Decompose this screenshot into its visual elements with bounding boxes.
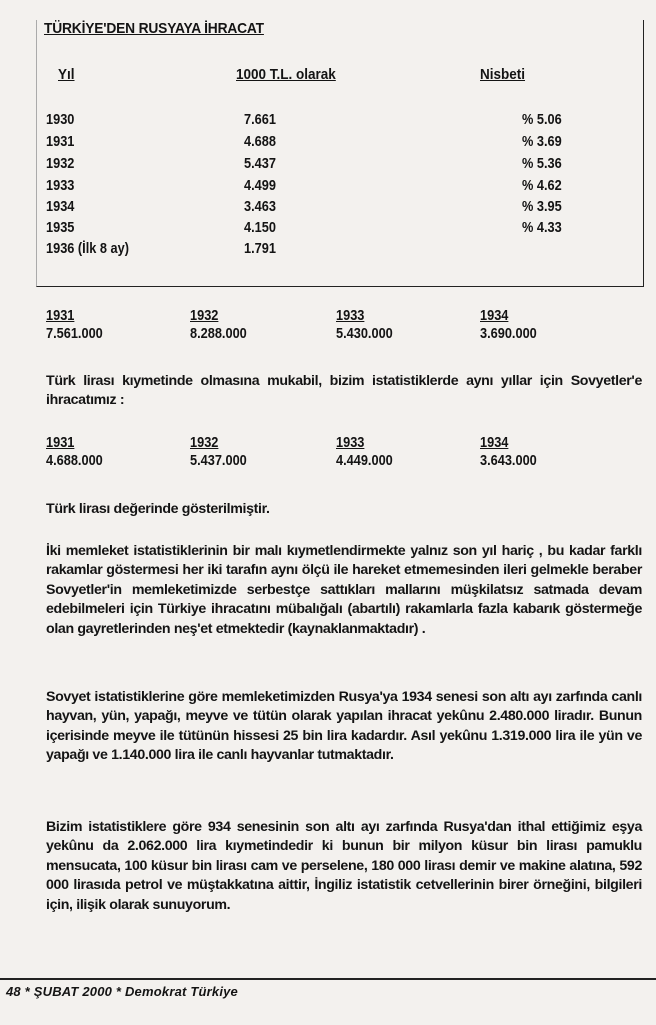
row-year: 1930 bbox=[46, 112, 75, 128]
paragraph-5: Bizim istatistiklere göre 934 senesinin son altı ayı zarfında Rusya'dan ithal ettiğimiz eşya yekûnu da 2.062.000 lira kıymetindedir ki bunun bir milyon küsur bin lirası pamuklu mensucata, 100 küsur bin lirası cam ve perselene, 180 000 lirası demir ve makine alatına, 592 000 lirasıda petrol ve müştakkatına aittir, İngiliz istatistik cetvellerinin birer örneğini, bilgileri için, ilişik olarak sunuyorum. bbox=[46, 819, 642, 913]
year-value: 5.430.000 bbox=[336, 326, 393, 342]
row-year: 1932 bbox=[46, 156, 75, 172]
year-label: 1933 bbox=[336, 435, 365, 451]
row-ratio: % 5.36 bbox=[522, 156, 562, 172]
row-year: 1934 bbox=[46, 199, 75, 215]
row-ratio: % 5.06 bbox=[522, 112, 562, 128]
table-row bbox=[0, 199, 656, 221]
year-cell bbox=[190, 308, 350, 342]
row-year: 1933 bbox=[46, 178, 75, 194]
row-value: 7.661 bbox=[244, 112, 276, 128]
year-value: 3.690.000 bbox=[480, 326, 537, 342]
paragraph-3: İki memleket istatistiklerinin bir malı kıymetlendirmekte yalnız son yıl hariç , bu kadar farklı rakamlar göstermesi her iki tarafın aynı ölçü ile hareket etmemesinden ileri gelmekle beraber Sovyetler'in memleketimizde serbestçe sattıkları mallarını müşkilatsız satmada devam edebilmeleri için Türkiye ihracatını mübalığalı (abartılı) rakamlarla fazla kabarık göstermeğe olan gayretlerinden neş'et etmektedir (kaynaklanmaktadır) . bbox=[46, 543, 642, 637]
page-footer: 48 * ŞUBAT 2000 * Demokrat Türkiye bbox=[6, 984, 238, 999]
row-ratio: % 4.62 bbox=[522, 178, 562, 194]
turkish-figures-block bbox=[0, 435, 656, 479]
year-cell bbox=[46, 308, 206, 342]
header-value: 1000 T.L. olarak bbox=[236, 66, 336, 83]
year-cell bbox=[46, 435, 206, 469]
footer-rule bbox=[0, 978, 656, 980]
year-label: 1931 bbox=[46, 308, 75, 324]
row-value: 4.499 bbox=[244, 178, 276, 194]
row-ratio: % 3.69 bbox=[522, 134, 562, 150]
year-value: 4.449.000 bbox=[336, 453, 393, 469]
header-year: Yıl bbox=[58, 66, 75, 83]
paragraph-2: Türk lirası değerinde gösterilmiştir. bbox=[46, 501, 270, 517]
year-label: 1933 bbox=[336, 308, 365, 324]
year-label: 1934 bbox=[480, 435, 509, 451]
year-label: 1932 bbox=[190, 308, 219, 324]
table-row bbox=[0, 112, 656, 134]
year-value: 8.288.000 bbox=[190, 326, 247, 342]
year-value: 3.643.000 bbox=[480, 453, 537, 469]
year-value: 4.688.000 bbox=[46, 453, 103, 469]
row-ratio: % 3.95 bbox=[522, 199, 562, 215]
paragraph-4: Sovyet istatistiklerine göre memleketimizden Rusya'ya 1934 senesi son altı ayı zarfında canlı hayvan, yün, yapağı, meyve ve tütün olarak yapılan ihracat yekûnu 2.480.000 liradır. Bunun içerisinde meyve ile tütünün hissesi 25 bin lira kadardır. Asıl yekûnu 1.319.000 lira ile yün ve yapağı ve 1.140.000 lira ile canlı hayvanlar tutmaktadır. bbox=[46, 689, 642, 764]
table-row bbox=[0, 156, 656, 178]
header-ratio: Nisbeti bbox=[480, 66, 526, 83]
paragraph-1: Türk lirası kıymetinde olmasına mukabil, bizim istatistiklerde aynı yıllar için Sovyetler'e ihracatımız : bbox=[46, 373, 642, 409]
row-value: 3.463 bbox=[244, 199, 276, 215]
row-value: 4.688 bbox=[244, 134, 276, 150]
year-cell bbox=[480, 308, 640, 342]
table-row bbox=[0, 178, 656, 200]
table-title: TÜRKİYE'DEN RUSYAYA İHRACAT bbox=[44, 20, 264, 37]
year-cell bbox=[336, 435, 496, 469]
row-year: 1931 bbox=[46, 134, 75, 150]
year-cell bbox=[336, 308, 496, 342]
year-cell bbox=[480, 435, 640, 469]
row-ratio: % 4.33 bbox=[522, 220, 562, 236]
row-value: 4.150 bbox=[244, 220, 276, 236]
year-cell bbox=[190, 435, 350, 469]
year-value: 7.561.000 bbox=[46, 326, 103, 342]
year-label: 1931 bbox=[46, 435, 75, 451]
table-row bbox=[0, 134, 656, 156]
year-label: 1934 bbox=[480, 308, 509, 324]
row-value: 5.437 bbox=[244, 156, 276, 172]
table-row bbox=[0, 220, 656, 242]
soviet-figures-block bbox=[0, 308, 656, 352]
row-year: 1936 (İlk 8 ay) bbox=[46, 241, 130, 257]
year-label: 1932 bbox=[190, 435, 219, 451]
row-year: 1935 bbox=[46, 220, 75, 236]
table-row bbox=[0, 241, 656, 263]
year-value: 5.437.000 bbox=[190, 453, 247, 469]
row-value: 1.791 bbox=[244, 241, 276, 257]
